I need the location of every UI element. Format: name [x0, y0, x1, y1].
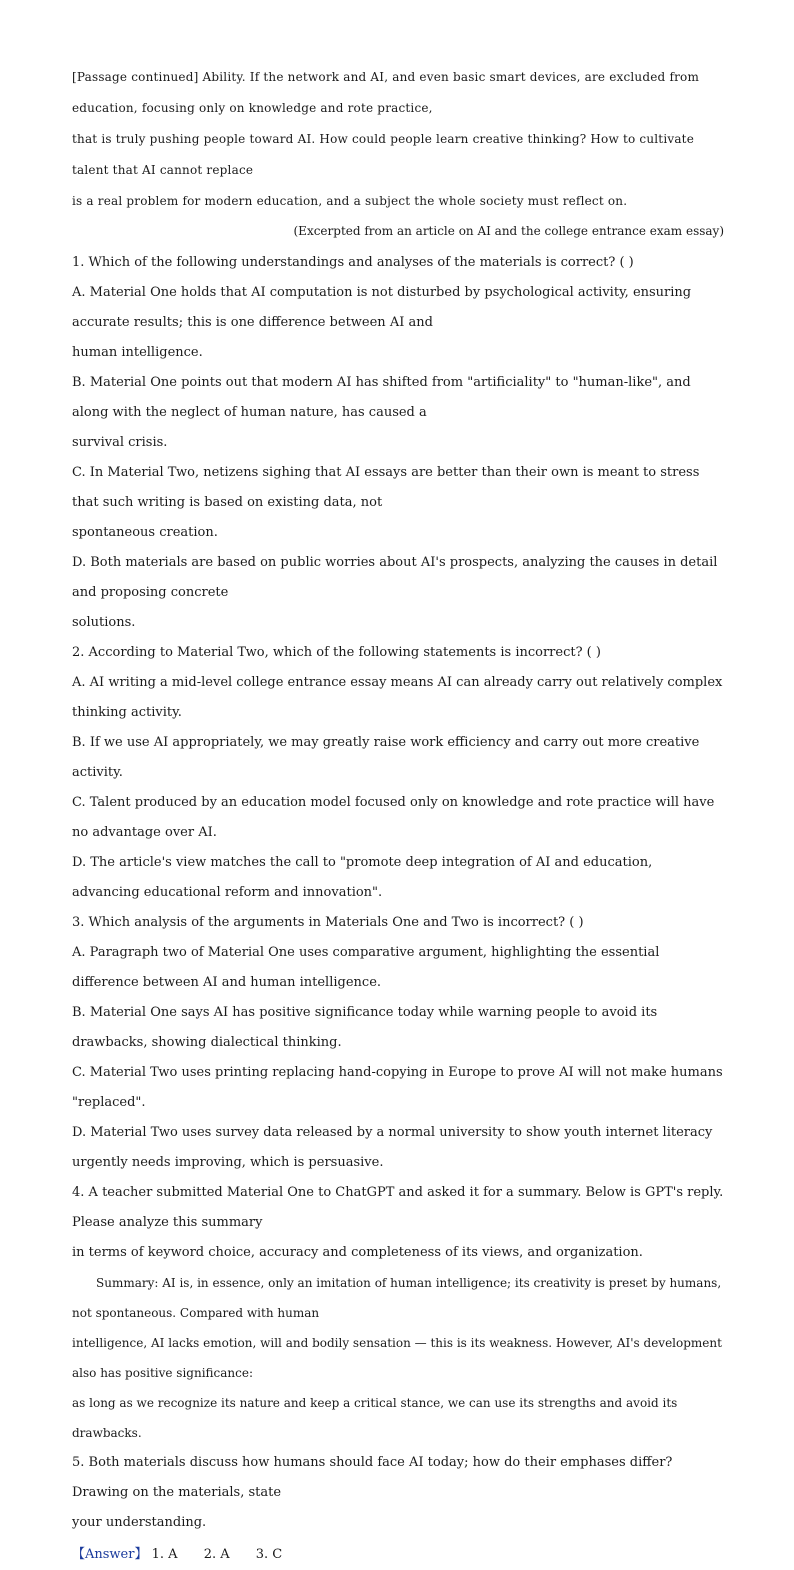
option-d: D. The article's view matches the call to "promote deep integration of AI and education, advancing educational reform and innovation".	[72, 855, 653, 900]
document-page	[72, 62, 724, 1570]
option-c: C. Material Two uses printing replacing hand-copying in Europe to prove AI will not make humans "replaced".	[72, 1065, 723, 1110]
summary-line: as long as we recognize its nature and keep a critical stance, we can use its strengths and avoid its drawbacks.	[72, 1396, 678, 1440]
option-a: A. Paragraph two of Material One uses comparative argument, highlighting the essential difference between AI and human intelligence.	[72, 945, 660, 990]
option-d: D. Material Two uses survey data released by a normal university to show youth internet literacy urgently needs improving, which is persuasive.	[72, 1125, 713, 1170]
option-b: B. If we use AI appropriately, we may greatly raise work efficiency and carry out more creative activity.	[72, 735, 700, 780]
answer-item: 1. A	[151, 1547, 178, 1562]
option-d-cont: solutions.	[72, 615, 136, 630]
source-citation: (Excerpted from an article on AI and the college entrance exam essay)	[293, 224, 724, 238]
question-stem: 2. According to Material Two, which of the following statements is incorrect? ( )	[72, 645, 601, 660]
option-b-cont: survival crisis.	[72, 435, 168, 450]
option-b: B. Material One says AI has positive significance today while warning people to avoid its drawbacks, showing dialectical thinking.	[72, 1005, 658, 1050]
question-number: 4.	[72, 1185, 85, 1200]
answer-item: 2. A	[203, 1547, 230, 1562]
passage-line: is a real problem for modern education, and a subject the whole society must reflect on.	[72, 194, 628, 208]
answer-block	[72, 1540, 724, 1570]
option-c-cont: spontaneous creation.	[72, 525, 218, 540]
question-number: 1.	[72, 255, 85, 270]
gpt-summary	[72, 1268, 724, 1448]
question-1	[72, 248, 724, 638]
option-c: C. In Material Two, netizens sighing that AI essays are better than their own is meant to stress that such writing is based on existing data, not	[72, 465, 700, 510]
summary-line: intelligence, AI lacks emotion, will and bodily sensation — this is its weakness. However, AI's development also has positive significance:	[72, 1336, 722, 1380]
question-stem-cont: your understanding.	[72, 1515, 207, 1530]
option-a: A. Material One holds that AI computation is not disturbed by psychological activity, ensuring accurate results; this is one difference between AI and	[72, 285, 692, 330]
answer-items	[152, 1547, 305, 1562]
question-stem: 5. Both materials discuss how humans should face AI today; how do their emphases differ? Drawing on the materials, state	[72, 1455, 673, 1500]
question-4	[72, 1178, 724, 1268]
option-a-cont: human intelligence.	[72, 345, 203, 360]
passage-continuation	[72, 62, 724, 217]
question-5	[72, 1448, 724, 1538]
question-2	[72, 638, 724, 908]
question-stem: 4. A teacher submitted Material One to ChatGPT and asked it for a summary. Below is GPT's reply. Please analyze this summary	[72, 1185, 724, 1230]
question-3	[72, 908, 724, 1178]
question-number: 5.	[72, 1455, 85, 1470]
answer-item: 3. C	[255, 1547, 283, 1562]
option-a: A. AI writing a mid-level college entrance essay means AI can already carry out relatively complex thinking activity.	[72, 675, 723, 720]
option-c: C. Talent produced by an education model focused only on knowledge and rote practice will have no advantage over AI.	[72, 795, 715, 840]
option-d: D. Both materials are based on public worries about AI's prospects, analyzing the causes in detail and proposing concrete	[72, 555, 718, 600]
question-stem: 1. Which of the following understandings and analyses of the materials is correct? ( )	[72, 255, 634, 270]
question-stem: 3. Which analysis of the arguments in Materials One and Two is incorrect? ( )	[72, 915, 584, 930]
question-number: 3.	[72, 915, 85, 930]
question-stem-cont: in terms of keyword choice, accuracy and completeness of its views, and organization.	[72, 1245, 643, 1260]
passage-line: that is truly pushing people toward AI. How could people learn creative thinking? How to cultivate talent that AI cannot replace	[72, 132, 695, 177]
passage-line: [Passage continued] Ability. If the network and AI, and even basic smart devices, are excluded from education, focusing only on knowledge and rote practice,	[72, 70, 700, 115]
summary-line: Summary: AI is, in essence, only an imitation of human intelligence; its creativity is preset by humans, not spontaneous. Compared with human	[72, 1276, 722, 1320]
question-number: 2.	[72, 645, 85, 660]
option-b: B. Material One points out that modern AI has shifted from "artificiality" to "human-like", and along with the neglect of human nature, has caused a	[72, 375, 691, 420]
answer-label: 【Answer】	[72, 1547, 148, 1562]
